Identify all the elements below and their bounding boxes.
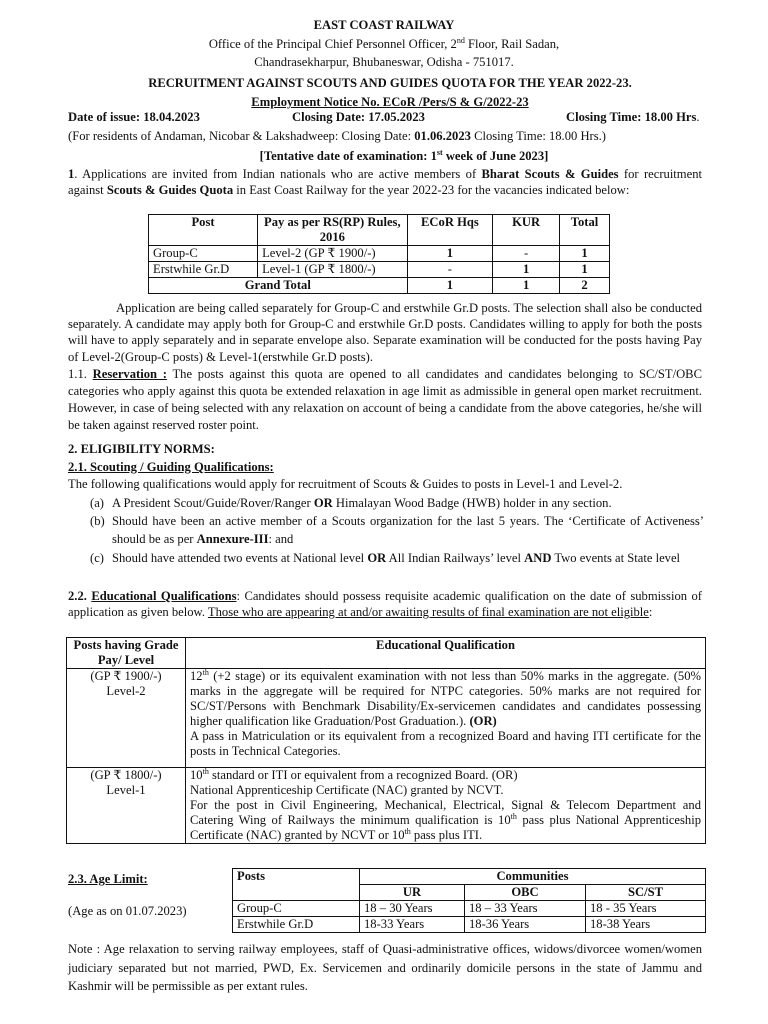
age-header-scst: SC/ST	[586, 885, 706, 901]
table-row	[67, 768, 706, 844]
islands-closing	[68, 128, 606, 144]
item-bold-1: Annexure-III	[196, 531, 269, 546]
qual-text-c: A pass in Matriculation or its equivalent from a recognized Board and having ITI certificate for the posts in Technical Categories.	[190, 729, 701, 758]
qual-text-f: pass plus ITI.	[410, 828, 483, 842]
item-text-2: All Indian Railways’ level	[386, 551, 525, 565]
office-sup: nd	[456, 36, 465, 45]
office-text-b: Floor, Rail Sadan,	[464, 37, 560, 51]
vacancy-ecor: 1	[407, 246, 493, 262]
education-qual-level2	[186, 669, 706, 768]
closing-time-text: Closing Time: 18.00 Hrs	[566, 110, 697, 124]
age-header-posts: Posts	[233, 869, 360, 901]
vacancy-pay: Level-2 (GP ₹ 1900/-)	[258, 246, 407, 262]
reservation-label: Reservation :	[92, 367, 167, 381]
exam-text-b: week of June 2023]	[442, 149, 549, 163]
qual-or: (OR)	[469, 714, 497, 728]
issue-date: Date of issue: 18.04.2023	[68, 110, 200, 124]
reservation-paragraph	[68, 366, 702, 434]
intro-b2: Scouts & Guides Quota	[106, 183, 234, 198]
age-scst: 18-38 Years	[586, 917, 706, 933]
qual-text-e: pass plus National Apprenticeship Certificate (NAC) granted by NCVT or 10	[190, 813, 701, 842]
item-text-1: Should have been an active member of a Scouts organization for the last 5 years. The ‘Certificate of Activeness’ should be as per	[112, 514, 704, 546]
education-post-level1	[67, 768, 186, 844]
eligibility-heading: 2. ELIGIBILITY NORMS:	[68, 442, 215, 456]
qual-text-c: National Apprenticeship Certificate (NAC) granted by NCVT.	[190, 783, 504, 797]
recruitment-title: RECRUITMENT AGAINST SCOUTS AND GUIDES QUOTA FOR THE YEAR 2022-23.	[148, 76, 632, 90]
intro-paragraph	[68, 166, 702, 198]
islands-text-a: (For residents of Andaman, Nicobar & Lakshadweep: Closing Date:	[68, 129, 415, 143]
vacancy-pay: Level-1 (GP ₹ 1800/-)	[258, 262, 407, 278]
list-text	[112, 495, 704, 511]
intro-t3: in East Coast Railway for the year 2022-23 for the vacancies indicated below:	[233, 183, 630, 198]
office-line	[0, 36, 768, 52]
education-paragraph	[68, 588, 702, 620]
education-label: Educational Qualifications	[91, 589, 237, 603]
age-header-communities: Communities	[360, 869, 706, 885]
vacancy-kur: -	[493, 246, 560, 262]
intro-t1: . Applications are invited from Indian nationals who are active members of	[74, 167, 482, 181]
closing-time	[566, 109, 700, 125]
vacancy-header-ecor: ECoR Hqs	[407, 215, 493, 246]
exam-date	[20, 148, 768, 164]
item-bold-1: OR	[367, 551, 387, 565]
age-ur: 18-33 Years	[360, 917, 465, 933]
education-post-level2	[67, 669, 186, 768]
item-text-2: : and	[268, 531, 294, 546]
age-limit-heading: 2.3. Age Limit:	[68, 872, 148, 886]
age-header-obc: OBC	[465, 885, 586, 901]
age-header-ur: UR	[360, 885, 465, 901]
list-marker: (c)	[90, 551, 104, 565]
education-header-qualification: Educational Qualification	[186, 638, 706, 669]
age-ur: 18 – 30 Years	[360, 901, 465, 917]
post-level: Level-1	[106, 783, 146, 797]
org-name: EAST COAST RAILWAY	[313, 18, 455, 32]
notice-number: Employment Notice No. ECoR /Pers/S & G/2022-23	[251, 95, 529, 109]
vacancy-total-row	[149, 278, 610, 294]
islands-date: 01.06.2023	[414, 129, 471, 143]
post-gp: (GP ₹ 1800/-)	[90, 768, 162, 782]
post-level: Level-2	[106, 684, 146, 698]
age-scst: 18 - 35 Years	[586, 901, 706, 917]
item-text-1: A President Scout/Guide/Rover/Ranger	[112, 496, 314, 510]
closing-time-dot: .	[696, 110, 700, 124]
item-text-2: Himalayan Wood Badge (HWB) holder in any section.	[332, 496, 612, 510]
item-text-3: Two events at State level	[551, 551, 681, 565]
intro-t2: for recruitment against	[68, 167, 702, 198]
age-relaxation-note: Note : Age relaxation to serving railway employees, staff of Quasi-administrative offices, widows/divorcee women/women judiciary separated but not married, PWD, Ex. Servicemen and ordinarily domicile persons in the state of Jammu and Kashmir will be permissible as per extant rules.	[68, 942, 702, 993]
exam-text-a: [Tentative date of examination: 1	[259, 149, 437, 163]
item-bold-2: AND	[524, 551, 552, 565]
table-row	[149, 262, 610, 278]
address-line: Chandrasekharpur, Bhubaneswar, Odisha - 751017.	[254, 55, 514, 69]
vacancy-ecor: -	[407, 262, 493, 278]
qual-line-3	[190, 798, 701, 843]
education-header-posts: Posts having Grade Pay/ Level	[67, 638, 186, 669]
education-num: 2.2.	[68, 589, 92, 603]
grand-total-label: Grand Total	[149, 278, 408, 294]
scouting-intro: The following qualifications would apply for recruitment of Scouts & Guides to posts in Level-1 and Level-2.	[68, 477, 623, 491]
qual-text-b: (+2 stage) or its equivalent examination with not less than 50% marks in the aggregate. (50% marks in the aggregate will be required for NTPC categories. 50% marks are not required for SC/ST/Persons with Benchmark Disability/Ex-servicemen candidates and candidates possessing higher qualification like Graduation/Post Graduation.).	[190, 669, 701, 728]
qual-text-d: For the post in Civil Engineering, Mechanical, Electrical, Signal & Telecom Department and Catering Wing of Railways the minimum qualification is 10	[190, 798, 701, 827]
education-underlined: Those who are appearing at and/or awaiting results of final examination are not eligible	[207, 605, 649, 620]
education-qual-level1	[186, 768, 706, 844]
scouting-heading: 2.1. Scouting / Guiding Qualifications:	[68, 460, 274, 474]
list-text	[112, 513, 704, 548]
age-post: Group-C	[233, 901, 360, 917]
vacancy-post: Erstwhile Gr.D	[149, 262, 258, 278]
exam-sup: st	[436, 148, 443, 157]
qual-line-1	[190, 768, 701, 783]
table-row	[149, 246, 610, 262]
vacancy-table	[148, 214, 610, 294]
qual-text-b: standard or ITI or equivalent from a recognized Board. (OR)	[208, 768, 518, 782]
vacancy-header-kur: KUR	[493, 215, 560, 246]
age-as-on: (Age as on 01.07.2023)	[68, 904, 187, 918]
education-table	[66, 637, 706, 844]
table-row	[67, 669, 706, 768]
vacancy-total: 1	[560, 262, 610, 278]
age-obc: 18 – 33 Years	[465, 901, 586, 917]
vacancy-post: Group-C	[149, 246, 258, 262]
education-tail: :	[648, 605, 653, 620]
vacancy-header-pay: Pay as per RS(RP) Rules, 2016	[258, 215, 407, 246]
qual-sup: th	[202, 668, 209, 677]
post-gp: (GP ₹ 1900/-)	[90, 669, 162, 683]
item-bold-1: OR	[313, 496, 333, 510]
education-text: : Candidates should possess requisite academic qualification on the date of submission of application as given below.	[68, 589, 702, 620]
closing-date: Closing Date: 17.05.2023	[292, 110, 425, 124]
qual-text-a: 10	[190, 768, 203, 782]
age-obc: 18-36 Years	[465, 917, 586, 933]
qual-text-a: 12	[190, 669, 203, 683]
table-row	[233, 917, 706, 933]
intro-num: 1	[68, 167, 75, 181]
vacancy-header-row	[149, 215, 610, 246]
age-post: Erstwhile Gr.D	[233, 917, 360, 933]
vacancy-header-post: Post	[149, 215, 258, 246]
vacancy-kur: 1	[493, 262, 560, 278]
grand-total-all: 2	[560, 278, 610, 294]
qual-sup-2: th	[510, 812, 517, 821]
islands-text-b: Closing Time: 18.00 Hrs.)	[470, 129, 606, 143]
grand-total-ecor: 1	[407, 278, 493, 294]
age-header-row	[233, 869, 706, 885]
reservation-text: The posts against this quota are opened to all candidates and candidates belonging to SC/ST/OBC categories who apply against this quota be extended relaxation in age limit as admissible in general open market recruitment. However, in case of being selected with any relaxation on account of being a candidate from the above categories, he/she will be taken against reserved roster point.	[68, 367, 702, 432]
office-text-a: Office of the Principal Chief Personnel Officer, 2	[208, 37, 457, 51]
grand-total-kur: 1	[493, 278, 560, 294]
table-row	[233, 901, 706, 917]
education-header-row	[67, 638, 706, 669]
qual-sup: th	[202, 767, 209, 776]
vacancy-header-total: Total	[560, 215, 610, 246]
list-marker: (a)	[90, 496, 104, 510]
item-text-1: Should have attended two events at National level	[112, 551, 368, 565]
list-marker: (b)	[90, 514, 105, 528]
list-text	[112, 550, 704, 568]
age-table	[232, 868, 706, 933]
reservation-num: 1.1.	[68, 367, 93, 381]
vacancy-total: 1	[560, 246, 610, 262]
qual-sup-3: th	[404, 827, 411, 836]
intro-b1: Bharat Scouts & Guides	[481, 167, 619, 181]
separate-application-paragraph: Application are being called separately for Group-C and erstwhile Gr.D posts. The selection shall also be conducted separately. A candidate may apply both for Group-C and erstwhile Gr.D posts. Candidates willing to apply for both the posts will have to apply separately and in separate envelope also. Separate examination will be conducted for the posts having Pay of Level-2(Group-C posts) & Level-1(erstwhile Gr.D posts).	[68, 301, 702, 364]
